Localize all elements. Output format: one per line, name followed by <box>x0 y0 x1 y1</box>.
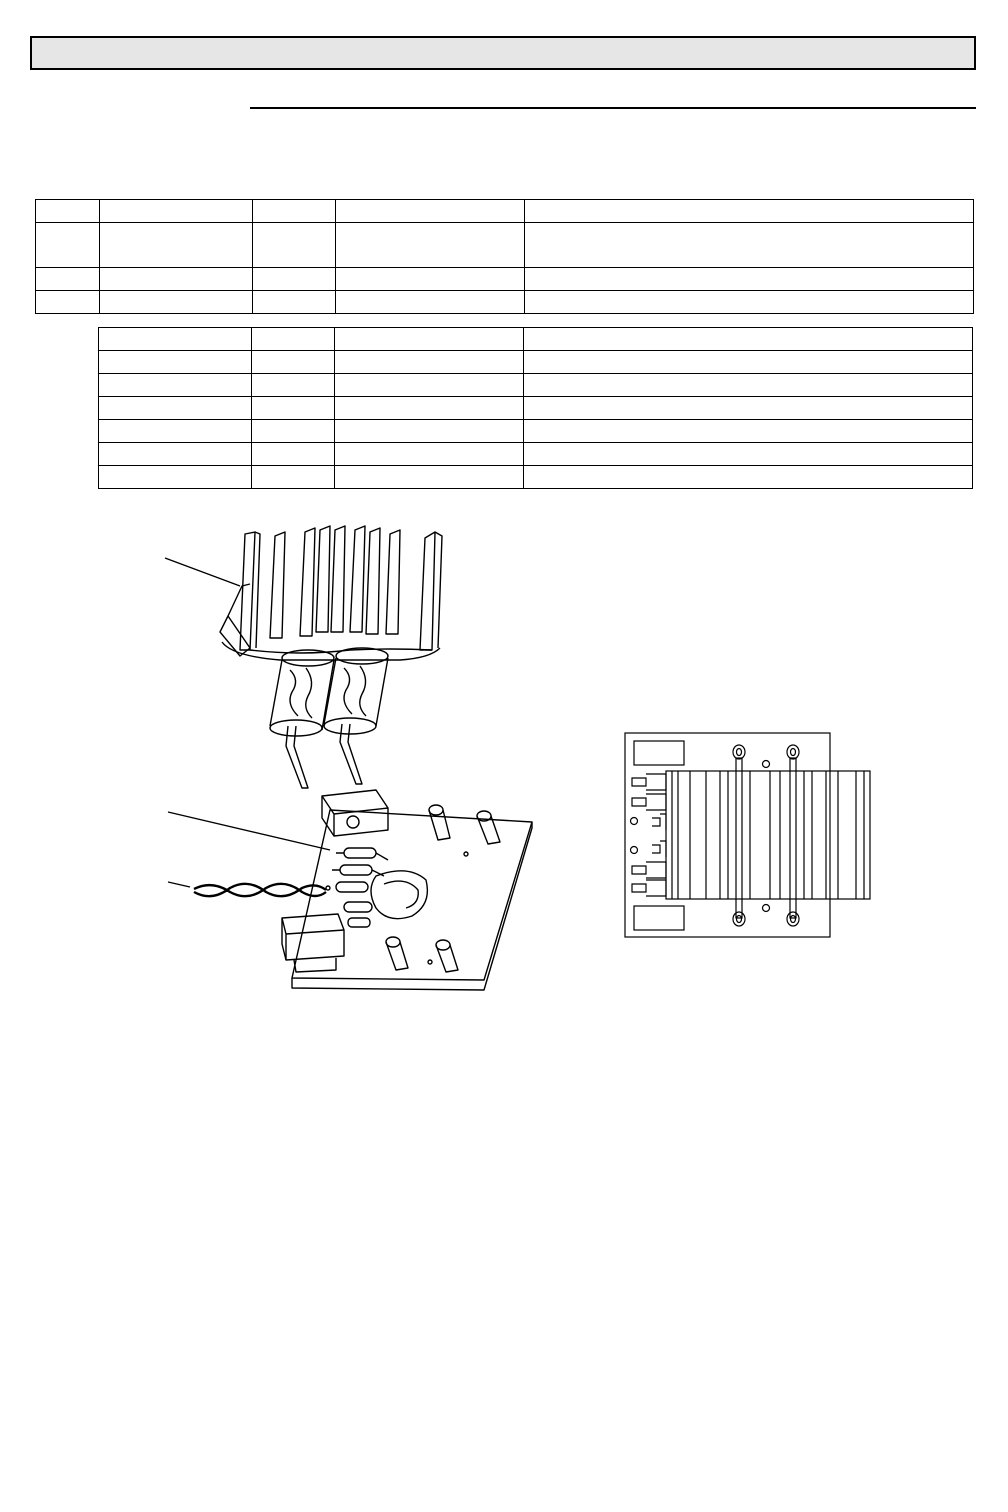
top-view-drawing <box>620 728 880 943</box>
table-cell <box>252 328 335 351</box>
table-cell <box>252 397 335 420</box>
table-cell <box>335 420 524 443</box>
table-cell <box>100 223 253 268</box>
table-cell <box>525 268 974 291</box>
table-row <box>99 466 973 489</box>
table-cell <box>252 466 335 489</box>
twisted-wire-icon <box>194 884 326 896</box>
table-cell <box>335 397 524 420</box>
table-cell <box>525 223 974 268</box>
page-header-bar <box>30 36 976 70</box>
table-cell <box>253 200 336 223</box>
table-cell <box>36 268 100 291</box>
table-row <box>36 268 974 291</box>
table-cell <box>336 291 525 314</box>
table-cell <box>99 397 252 420</box>
exploded-view-drawing <box>150 520 550 1000</box>
table-row <box>99 397 973 420</box>
table-cell <box>253 268 336 291</box>
table-cell <box>525 200 974 223</box>
table-cell <box>335 351 524 374</box>
table-cell <box>252 420 335 443</box>
table-cell <box>36 223 100 268</box>
table-cell <box>99 466 252 489</box>
table-cell <box>252 374 335 397</box>
leader-line-pcb <box>168 812 330 850</box>
table-row <box>99 374 973 397</box>
table-cell <box>253 291 336 314</box>
table-cell <box>99 443 252 466</box>
heatsink-icon <box>220 526 442 660</box>
parts-table-bottom <box>98 327 973 489</box>
table-cell <box>525 291 974 314</box>
table-cell <box>252 443 335 466</box>
leader-line-wire <box>168 882 190 887</box>
table-row <box>99 420 973 443</box>
transistor-right-icon <box>324 648 388 784</box>
table-cell <box>99 420 252 443</box>
table-cell <box>100 291 253 314</box>
table-cell <box>524 397 973 420</box>
pcb-board-icon <box>282 790 532 990</box>
table-cell <box>253 223 336 268</box>
table-cell <box>99 374 252 397</box>
table-cell <box>335 374 524 397</box>
table-cell <box>335 328 524 351</box>
table-cell <box>524 351 973 374</box>
table-cell <box>99 351 252 374</box>
table-row <box>99 351 973 374</box>
table-row <box>36 223 974 268</box>
heatsink-top-view-icon <box>666 771 870 899</box>
section-title-rule <box>250 107 976 109</box>
table-cell <box>335 466 524 489</box>
table-cell <box>524 328 973 351</box>
table-row <box>36 291 974 314</box>
table-row <box>99 328 973 351</box>
leader-line-heatsink <box>165 558 240 586</box>
table-cell <box>524 374 973 397</box>
table-cell <box>336 200 525 223</box>
table-cell <box>336 223 525 268</box>
table-cell <box>100 268 253 291</box>
table-cell <box>524 443 973 466</box>
table-row <box>99 443 973 466</box>
table-cell <box>335 443 524 466</box>
table-cell <box>99 328 252 351</box>
table-cell <box>36 200 100 223</box>
table-cell <box>336 268 525 291</box>
parts-table-top <box>35 199 974 314</box>
table-header-row <box>36 200 974 223</box>
table-cell <box>524 466 973 489</box>
table-cell <box>36 291 100 314</box>
table-cell <box>524 420 973 443</box>
table-cell <box>252 351 335 374</box>
table-cell <box>100 200 253 223</box>
